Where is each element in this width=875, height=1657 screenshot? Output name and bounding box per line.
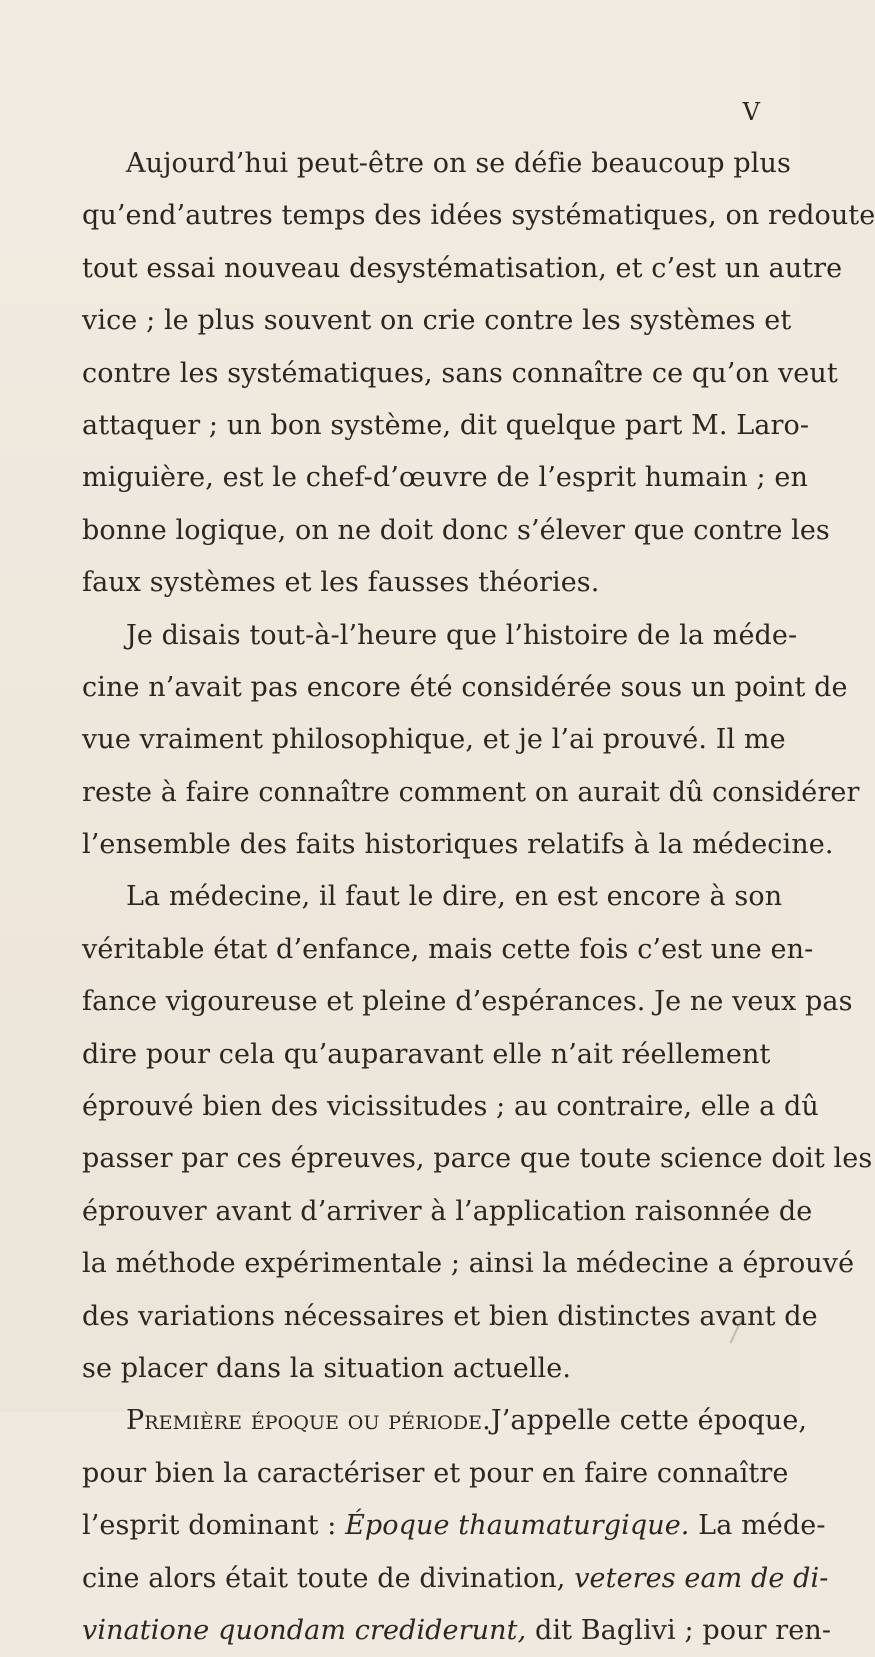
text-line: La médecine, il faut le dire, en est encore à son	[126, 881, 783, 913]
text-line: Je disais tout-à-l’heure que l’histoire de la méde-	[126, 619, 798, 651]
epoch-text: cine alors était toute de divination,	[82, 1562, 575, 1594]
epoch-line: pour bien la caractériser et pour en faire connaître	[82, 1457, 789, 1489]
text-line: des variations nécessaires et bien distinctes avant de	[82, 1300, 818, 1332]
epoch-line	[82, 1605, 832, 1657]
text-line: véritable état d’enfance, mais cette fois c’est une en-	[82, 933, 814, 965]
text-line: éprouvé bien des vicissitudes ; au contraire, elle a dû	[82, 1091, 819, 1123]
epoch-line	[82, 1553, 829, 1605]
text-line: l’ensemble des faits historiques relatifs à la médecine.	[82, 829, 834, 861]
latin-quote: vinatione quondam crediderunt,	[82, 1614, 527, 1646]
text-line: attaquer ; un bon système, dit quelque part M. Laro-	[82, 409, 810, 441]
text-line: miguière, est le chef-d’œuvre de l’esprit humain ; en	[82, 462, 808, 494]
text-line: cine n’avait pas encore été considérée sous un point de	[82, 671, 848, 703]
body-text	[82, 138, 875, 1657]
text-line: faux systèmes et les fausses théories.	[82, 567, 600, 599]
text-line: Aujourd’hui peut-être on se défie beaucoup plus	[126, 148, 791, 179]
text-line: passer par ces épreuves, parce que toute science doit les	[82, 1143, 873, 1175]
epoch-text: La méde-	[689, 1510, 826, 1542]
epoch-heading: Première époque ou période.	[126, 1405, 491, 1437]
text-line: bonne logique, on ne doit donc s’élever que contre les	[82, 514, 830, 546]
page-folio: V	[742, 98, 760, 126]
text-line: vue vraiment philosophique, et je l’ai prouvé. Il me	[82, 724, 786, 756]
epoch-text: J’appelle cette époque,	[490, 1405, 808, 1437]
text-line: vice ; le plus souvent on crie contre les systèmes et	[82, 305, 792, 337]
text-line: fance vigoureuse et pleine d’espérances. Je ne veux pas	[82, 986, 853, 1018]
epoch-text: l’esprit dominant :	[82, 1510, 346, 1542]
epoch-text: dit Baglivi ; pour ren-	[526, 1614, 832, 1646]
text-line: dire pour cela qu’auparavant elle n’ait réellement	[82, 1038, 771, 1070]
text-line: éprouver avant d’arriver à l’application raisonnée de	[82, 1195, 813, 1227]
epoch-line	[82, 1500, 826, 1552]
latin-quote: veteres eam de di-	[574, 1562, 829, 1594]
text-line: la méthode expérimentale ; ainsi la médecine a éprouvé	[82, 1248, 855, 1280]
text-line: qu’end’autres temps des idées systématiques, on redoute	[82, 200, 875, 232]
text-line: tout essai nouveau desystématisation, et c’est un autre	[82, 252, 843, 284]
text-line: reste à faire connaître comment on aurait dû considérer	[82, 776, 860, 808]
epoch-name: Époque thaumaturgique.	[345, 1510, 690, 1542]
epoch-line	[82, 1395, 808, 1447]
text-line: se placer dans la situation actuelle.	[82, 1352, 572, 1384]
text-line: contre les systématiques, sans connaître ce qu’on veut	[82, 357, 838, 389]
